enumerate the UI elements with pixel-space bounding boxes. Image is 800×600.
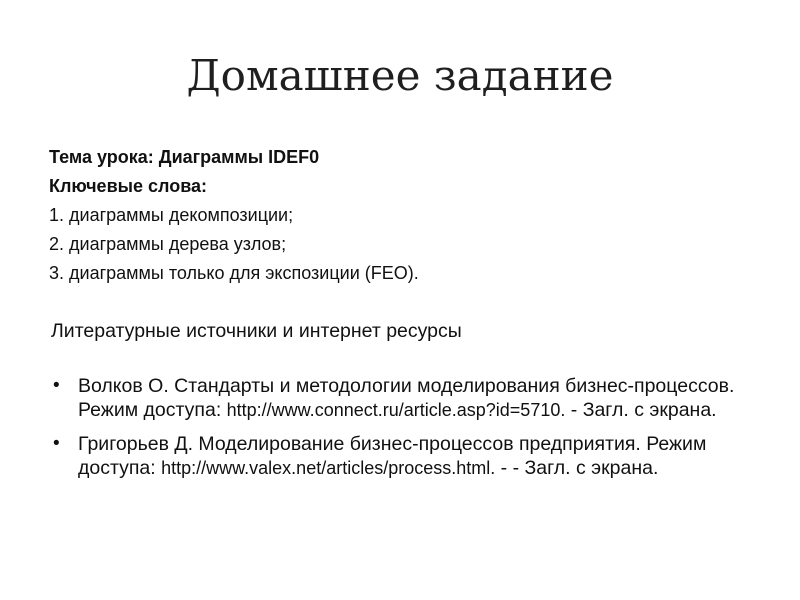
keyword-item: 3. диаграммы только для экспозиции (FEO). (49, 263, 419, 283)
source-url[interactable]: http://www.valex.net/articles/process.html. (161, 458, 496, 478)
bullet-icon: • (53, 375, 60, 396)
keyword-item: 1. диаграммы декомпозиции; (49, 205, 294, 225)
sources-list (53, 374, 753, 490)
bullet-icon: • (53, 433, 60, 454)
source-text: Волков О. Стандарты и методологии моделирования бизнес-процессов. Режим доступа: (78, 375, 735, 421)
keywords-label: Ключевые слова: (49, 176, 208, 196)
source-text: Григорьев Д. Моделирование бизнес-процессов предприятия. Режим доступа: (78, 433, 707, 479)
literature-heading: Литературные источники и интернет ресурсы (51, 320, 462, 342)
keyword-item: 2. диаграммы дерева узлов; (49, 234, 287, 254)
source-item (53, 374, 753, 422)
lesson-topic-label: Тема урока: Диаграммы IDEF0 (49, 147, 320, 167)
lesson-topic-block (49, 143, 419, 288)
source-suffix: - - Загл. с экрана. (495, 457, 659, 479)
source-suffix: - Загл. с экрана. (565, 399, 717, 421)
slide-title: Домашнее задание (186, 51, 614, 100)
source-url[interactable]: http://www.connect.ru/article.asp?id=5710. (226, 400, 566, 420)
source-item (53, 432, 753, 480)
